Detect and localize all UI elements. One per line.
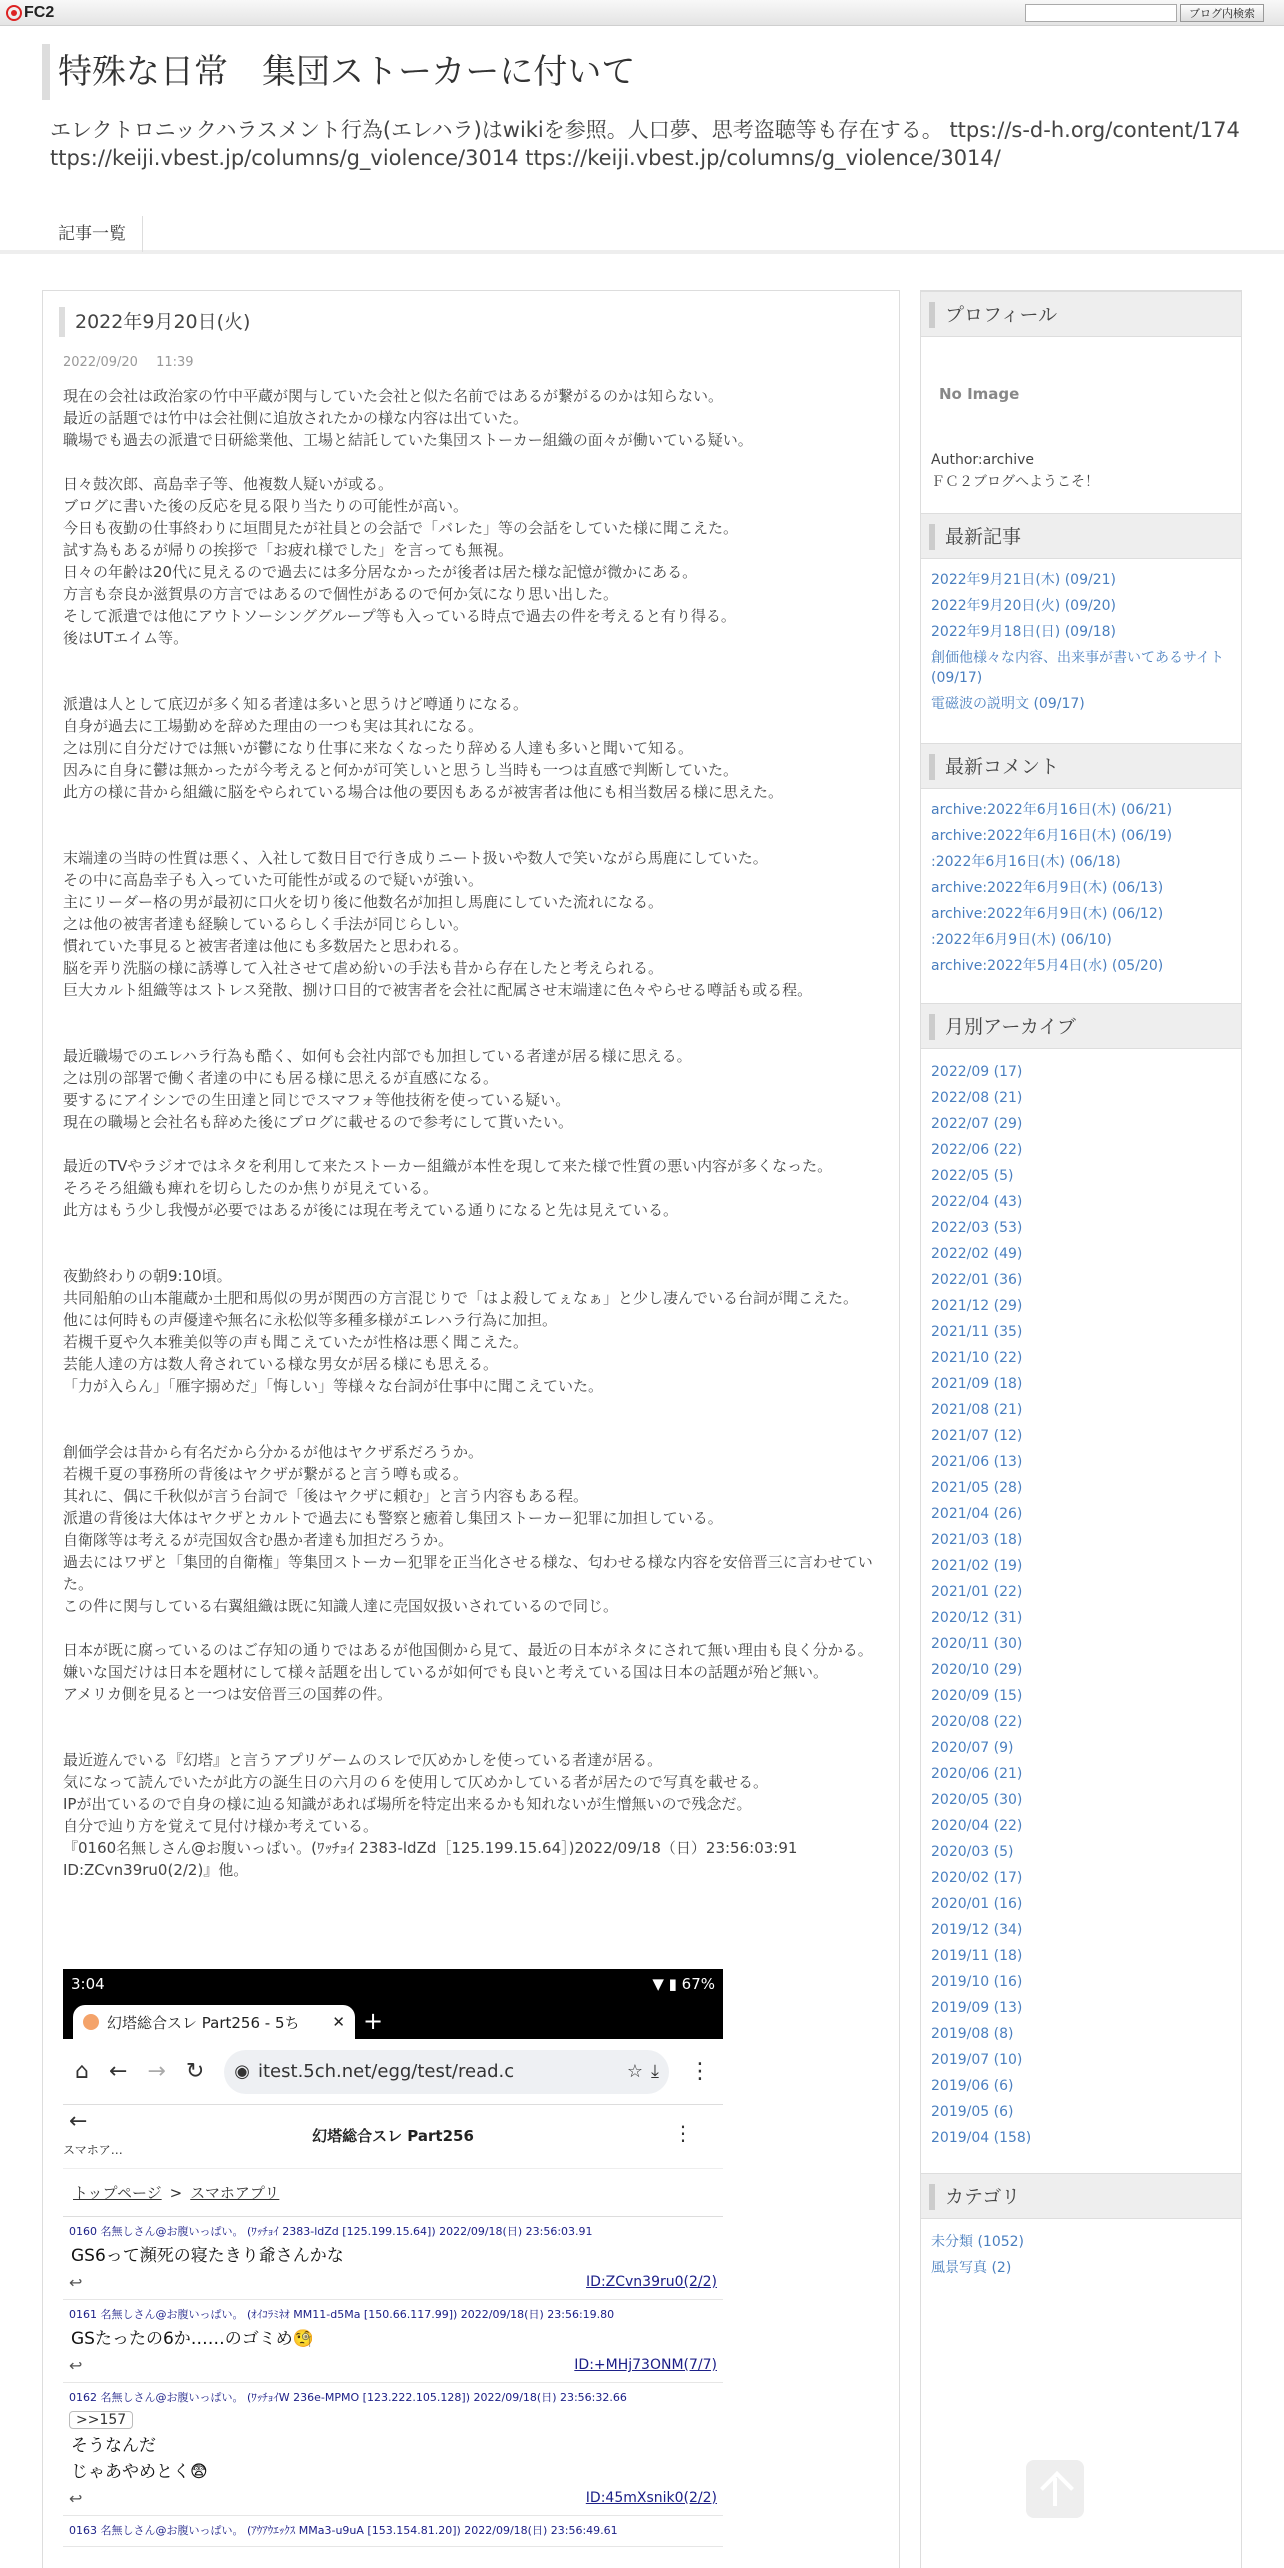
archive-month-link[interactable]: 2021/03 (18) xyxy=(931,1532,1023,1548)
recent-comments-heading: 最新コメント xyxy=(921,743,1241,789)
profile-heading: プロフィール xyxy=(921,291,1241,337)
recent-comment-link[interactable]: archive:2022年6月9日(木) (06/12) xyxy=(931,906,1164,922)
archive-month-link[interactable]: 2022/07 (29) xyxy=(931,1116,1023,1132)
post-footer xyxy=(69,2269,717,2295)
thread-post xyxy=(63,2217,723,2300)
archive-month-link[interactable]: 2019/08 (8) xyxy=(931,2026,1014,2042)
entry-paragraph: 最近職場でのエレハラ行為も酷く、如何も会社内部でも加担している者達が居る様に思える。 之は別の部署で働く者達の中にも居る様に思えるが直感になる。 要するにアイシンでの生田達と同じでスマフォ等他技術を使っている疑い。 現在の職場と会社名も辞めた後にブログに載せるので参考にして貰いたい。 xyxy=(63,1047,692,1131)
archive-month-link[interactable]: 2022/01 (36) xyxy=(931,1272,1023,1288)
thread-title: 幻塔総合スレ Part256 xyxy=(312,2127,474,2145)
archive-month-link[interactable]: 2022/02 (49) xyxy=(931,1246,1023,1262)
reply-icon: ↩ xyxy=(69,2355,83,2375)
sidebar xyxy=(920,290,1242,2568)
archive-month-link[interactable]: 2019/05 (6) xyxy=(931,2104,1014,2120)
archive-month-link[interactable]: 2019/11 (18) xyxy=(931,1948,1023,1964)
entry-paragraph: 最近のTVやラジオではネタを利用して来たストーカー組織が本性を現して来た様で性質の悪い内容が多くなった。 そろそろ組織も痺れを切らしたのか焦りが見えている。 此方はもう少し我慢が必要ではあるが後には現在考えている通りになると先は見えている。 xyxy=(63,1157,833,1219)
new-tab-icon: + xyxy=(363,2007,384,2035)
archives-list xyxy=(931,1059,1237,2151)
bookmark-star-icon: ☆ xyxy=(626,2061,644,2082)
embedded-screenshot[interactable] xyxy=(63,1969,723,2568)
archive-month-link[interactable]: 2020/11 (30) xyxy=(931,1636,1023,1652)
thread-post xyxy=(63,2383,723,2516)
browser-url-text: itest.5ch.net/egg/test/read.c xyxy=(258,2061,515,2082)
entry-date: 2022/09/20 xyxy=(63,355,138,370)
archive-month-link[interactable]: 2020/08 (22) xyxy=(931,1714,1023,1730)
reply-icon: ↩ xyxy=(69,2488,83,2508)
archive-month-link[interactable]: 2020/03 (5) xyxy=(931,1844,1014,1860)
recent-comment-link[interactable]: archive:2022年5月4日(水) (05/20) xyxy=(931,958,1164,974)
back-arrow-icon: ← xyxy=(69,2109,88,2134)
post-id: ID:45mXsnik0(2/2) xyxy=(585,2490,717,2506)
breadcrumb-app: スマホアプリ xyxy=(190,2184,280,2202)
breadcrumb-separator: > xyxy=(169,2183,183,2202)
archive-month-link[interactable]: 2019/07 (10) xyxy=(931,2052,1023,2068)
recent-comment-link[interactable]: archive:2022年6月16日(木) (06/19) xyxy=(931,828,1173,844)
archive-month-link[interactable]: 2021/08 (21) xyxy=(931,1402,1023,1418)
recent-comments-list xyxy=(931,797,1237,979)
recent-comment-link[interactable]: :2022年6月16日(木) (06/18) xyxy=(931,854,1121,870)
archive-month-link[interactable]: 2022/06 (22) xyxy=(931,1142,1023,1158)
recent-comment-link[interactable]: :2022年6月9日(木) (06/10) xyxy=(931,932,1112,948)
overflow-menu-icon: ⋮ xyxy=(689,2059,711,2084)
post-id: ID:+MHj73ONM(7/7) xyxy=(574,2357,717,2373)
archive-month-link[interactable]: 2022/09 (17) xyxy=(931,1064,1023,1080)
more-menu-icon: ⋮ xyxy=(673,2121,693,2145)
favicon-icon xyxy=(83,2014,99,2030)
archive-month-link[interactable]: 2020/07 (9) xyxy=(931,1740,1014,1756)
archive-month-link[interactable]: 2020/10 (29) xyxy=(931,1662,1023,1678)
browser-tab-title: 幻塔総合スレ Part256 - 5ち xyxy=(107,2013,300,2032)
browser-tab-strip xyxy=(63,1999,723,2039)
fc2-logo-text: FC2 xyxy=(24,4,55,21)
post-footer xyxy=(69,2485,717,2511)
thread-post xyxy=(63,2516,723,2547)
download-icon: ⤓ xyxy=(651,2061,659,2082)
fc2-logo[interactable] xyxy=(6,4,54,22)
blog-search-button[interactable]: ブログ内検索 xyxy=(1180,4,1264,22)
archive-month-link[interactable]: 2022/04 (43) xyxy=(931,1194,1023,1210)
archive-month-link[interactable]: 2019/10 (16) xyxy=(931,1974,1023,1990)
blog-header xyxy=(42,44,1242,170)
back-to-top-button[interactable] xyxy=(1026,2460,1084,2518)
back-label: スマホア… xyxy=(63,2143,123,2157)
archive-month-link[interactable]: 2021/11 (35) xyxy=(931,1324,1023,1340)
entry-body xyxy=(63,385,889,1903)
browser-tab xyxy=(73,2005,355,2039)
archive-month-link[interactable]: 2021/01 (22) xyxy=(931,1584,1023,1600)
category-link[interactable]: 風景写真 (2) xyxy=(931,2260,1012,2276)
archive-month-link[interactable]: 2021/10 (22) xyxy=(931,1350,1023,1366)
fc2-toolbar xyxy=(0,0,1284,26)
archive-month-link[interactable]: 2022/08 (21) xyxy=(931,1090,1023,1106)
thread-post xyxy=(63,2300,723,2383)
breadcrumb-top: トップページ xyxy=(73,2184,162,2202)
archive-month-link[interactable]: 2020/09 (15) xyxy=(931,1688,1023,1704)
archive-month-link[interactable]: 2021/04 (26) xyxy=(931,1506,1023,1522)
main-column xyxy=(42,290,900,2568)
archive-month-link[interactable]: 2022/03 (53) xyxy=(931,1220,1023,1236)
category-link[interactable]: 未分類 (1052) xyxy=(931,2234,1025,2250)
blog-title[interactable]: 特殊な日常 集団ストーカーに付いて xyxy=(42,44,1242,100)
recent-article-link[interactable]: 2022年9月21日(木) (09/21) xyxy=(931,572,1116,588)
recent-article-link[interactable]: 2022年9月20日(火) (09/20) xyxy=(931,598,1116,614)
browser-toolbar xyxy=(63,2039,723,2105)
categories-list xyxy=(931,2229,1237,2281)
forward-arrow-icon: → xyxy=(147,2059,166,2084)
archive-month-link[interactable]: 2022/05 (5) xyxy=(931,1168,1014,1184)
entry-paragraph: 末端達の当時の性質は悪く、入社して数日目で行き成りニート扱いや数人で笑いながら馬鹿にしていた。 その中に高島幸子も入っていた可能性が或るので疑いが強い。 主にリーダー格の男が最初に口火を切り後に他数名が加担し馬鹿にしていた流れになる。 之は他の被害者達も経験しているらしく手法が同じらしい。 慣れていた事見ると被害者達は他にも多数居たと思われる。 脳を弄り洗脳の様に誘導して入社させて虐め紛いの手法も昔から存在したと考えられる。 巨大カルト組織等はストレス発散、捌け口目的で被害者を会社に配属させ末端達に色々やらせる噂話も或る程。 xyxy=(63,849,813,999)
fc2-logo-icon xyxy=(6,5,22,21)
recent-comment-link[interactable]: archive:2022年6月16日(木) (06/21) xyxy=(931,802,1173,818)
archive-month-link[interactable]: 2021/06 (13) xyxy=(931,1454,1023,1470)
global-nav xyxy=(42,216,143,252)
post-text: GS6って瀕死の寝たきり爺さんかな xyxy=(71,2246,344,2266)
phone-status-bar xyxy=(63,1969,723,1999)
recent-article-link[interactable]: 2022年9月18日(日) (09/18) xyxy=(931,624,1116,640)
recent-articles-heading: 最新記事 xyxy=(921,513,1241,559)
entry-paragraph: 日本が既に腐っているのはご存知の通りではあるが他国側から見て、最近の日本がネタにされて無い理由も良く分かる。 嫌いな国だけは日本を題材にして様々話題を出しているが如何でも良いと考えている国は日本の話題が殆ど無い。 アメリカ側を見ると一つは安倍晋三の国葬の件。 xyxy=(63,1641,873,1703)
post-header: 0161 名無しさん@お腹いっぱい。 (ｵｲｺﾗﾐﾈｵ MM11-d5Ma [150.66.117.99]) 2022/09/18(日) 23:56:19.80 xyxy=(69,2308,615,2321)
browser-url-field xyxy=(224,2050,669,2094)
archive-month-link[interactable]: 2019/09 (13) xyxy=(931,2000,1023,2016)
post-text: そうなんだ じゃあやめとく😨 xyxy=(71,2436,208,2482)
post-header: 0162 名無しさん@お腹いっぱい。 (ﾜｯﾁｮｲW 236e-MPMO [123.222.105.128]) 2022/09/18(日) 23:56:32.66 xyxy=(69,2391,627,2404)
entry-paragraph: 日々鼓次郎、高島幸子等、他複数人疑いが或る。 ブログに書いた後の反応を見る限り当たりの可能性が高い。 今日も夜勤の仕事終わりに垣間見たが社員との会話で「バレた」等の会話をしていた様に聞こえた。 試す為もあるが帰りの挨拶で「お疲れ様でした」を言っても無視。 日々の年齢は20代に見えるので過去には多分居なかったが後者は居た様な記憶が微かにある。 方言も奈良か滋賀県の方言ではあるので個性があるので何か気になり思い出した。 そして派遣では他にアウトソーシンググループ等も入っている時点で過去の件を考えると有り得る。 後はUTエイム等。 xyxy=(63,475,739,647)
entry-title[interactable]: 2022年9月20日(火) xyxy=(59,307,885,337)
profile-avatar: No Image xyxy=(939,385,1020,403)
reply-icon: ↩ xyxy=(69,2272,83,2292)
post-footer xyxy=(69,2352,717,2378)
categories-heading: カテゴリ xyxy=(921,2173,1241,2219)
phone-battery: ▼ ▮ 67% xyxy=(652,1975,715,1993)
profile-author: Author:archive xyxy=(931,452,1034,468)
thread-breadcrumb xyxy=(63,2169,723,2217)
entry-paragraph: 夜勤終わりの朝9:10頃。 共同船舶の山本龍蔵か土肥和馬似の男が関西の方言混じりで「はよ殺してぇなぁ」と少し凄んでいる台詞が聞こえた。 他には何時もの声優達や無名に永松似等多種多様がエレハラ行為に加担。 若槻千夏や久本雅美似等の声も聞こえていたが性格は悪く聞こえた。 芸能人達の方は数人脅されている様な男女が居る様にも思える。 「力が入らん」「雁字搦めだ」「悔しい」等様々な台詞が仕事中に聞こえていた。 xyxy=(63,1267,859,1395)
profile-welcome: ＦＣ２ブログへようこそ！ xyxy=(931,474,1099,490)
blog-search-input[interactable] xyxy=(1025,4,1177,22)
archive-month-link[interactable]: 2019/12 (34) xyxy=(931,1922,1023,1938)
entry-paragraph: 最近遊んでいる『幻塔』と言うアプリゲームのスレで仄めかしを使っている者達が居る。 気になって読んでいたが此方の誕生日の六月の６を使用して仄めかしている者が居たので写真を載せる。 IPが出ているので自身の様に辿る知識があれば場所を特定出来るかも知れないが生憎無いので残念だ。 自分で辿り方を覚えて見付け様か考えている。 『0160名無しさん@お腹いっぱい。(ﾜｯﾁｮｲ 2383-ldZd［125.199.15.64］)2022/09/18（日）23:56:03:91 ID:ZCvn39ru0(2/2)』他。 xyxy=(63,1751,798,1879)
archive-month-link[interactable]: 2020/12 (31) xyxy=(931,1610,1023,1626)
recent-article-link[interactable]: 創価他様々な内容、出来事が書いてあるサイト (09/17) xyxy=(931,650,1225,686)
entry-paragraph: 現在の会社は政治家の竹中平蔵が関与していた会社と似た名前ではあるが繋がるのかは知らない。 最近の話題では竹中は会社側に追放されたかの様な内容は出ていた。 職場でも過去の派遣で日研総業他、工場と結託していた集団ストーカー組織の面々が働いている疑い。 xyxy=(63,387,753,449)
reload-icon: ↻ xyxy=(185,2059,205,2084)
archive-month-link[interactable]: 2020/06 (21) xyxy=(931,1766,1023,1782)
archive-month-link[interactable]: 2021/12 (29) xyxy=(931,1298,1023,1314)
blog-description: エレクトロニックハラスメント行為(エレハラ)はwikiを参照。人口夢、思考盗聴等も存在する。 ttps://s-d-h.org/content/174 ttps://keiji.vbest.jp/columns/g_violence/3014 ttps://keiji.vbest.jp/columns/g_violence/3014/ xyxy=(50,118,1240,170)
post-id: ID:ZCvn39ru0(2/2) xyxy=(586,2274,717,2290)
archive-month-link[interactable]: 2021/02 (19) xyxy=(931,1558,1023,1574)
archive-month-link[interactable]: 2020/01 (16) xyxy=(931,1896,1023,1912)
close-icon: ✕ xyxy=(332,2013,345,2031)
phone-clock: 3:04 xyxy=(71,1975,105,1993)
back-arrow-icon: ← xyxy=(108,2059,128,2084)
entry-paragraph: 派遣は人として底辺が多く知る者達は多いと思うけど噂通りになる。 自身が過去に工場勤めを辞めた理由の一つも実は其れになる。 之は別に自分だけでは無いが鬱になり仕事に来なくなったり辞める人達も多いと聞いて知る。 因みに自身に鬱は無かったが今考えると何かが可笑しいと思うし当時も一つは直感で判断していた。 此方の様に昔から組織に脳をやられている場合は他の要因もあるが被害者は他にも相当数居る様に思えた。 xyxy=(63,695,784,801)
archive-month-link[interactable]: 2021/05 (28) xyxy=(931,1480,1023,1496)
site-info-icon: ◉ xyxy=(234,2061,250,2082)
recent-comment-link[interactable]: archive:2022年6月9日(木) (06/13) xyxy=(931,880,1164,896)
archive-month-link[interactable]: 2021/07 (12) xyxy=(931,1428,1023,1444)
entry-meta xyxy=(63,355,194,370)
archive-month-link[interactable]: 2019/06 (6) xyxy=(931,2078,1014,2094)
post-text: GSたったの6か……のゴミめ🧐 xyxy=(71,2329,314,2349)
recent-article-link[interactable]: 電磁波の説明文 (09/17) xyxy=(931,696,1085,712)
archive-month-link[interactable]: 2020/02 (17) xyxy=(931,1870,1023,1886)
archives-heading: 月別アーカイブ xyxy=(921,1003,1241,1049)
archive-month-link[interactable]: 2019/04 (158) xyxy=(931,2130,1032,2146)
home-icon: ⌂ xyxy=(75,2059,89,2084)
entry-time: 11:39 xyxy=(156,355,194,370)
profile-text xyxy=(931,449,1099,493)
post-header: 0163 名無しさん@お腹いっぱい。 (ｱｳｱｳｴｯｸｽ MMa3-u9uA [153.154.81.20]) 2022/09/18(日) 23:56:49.61 xyxy=(69,2524,618,2537)
archive-month-link[interactable]: 2020/04 (22) xyxy=(931,1818,1023,1834)
header-divider xyxy=(0,250,1284,254)
recent-articles-list xyxy=(931,567,1237,717)
post-anchor: >>157 xyxy=(69,2411,133,2429)
post-header: 0160 名無しさん@お腹いっぱい。 (ﾜｯﾁｮｲ 2383-ldZd [125.199.15.64]) 2022/09/18(日) 23:56:03.91 xyxy=(69,2225,593,2238)
thread-header xyxy=(63,2105,723,2169)
archive-month-link[interactable]: 2021/09 (18) xyxy=(931,1376,1023,1392)
entry-paragraph: 創価学会は昔から有名だから分かるが他はヤクザ系だろうか。 若槻千夏の事務所の背後はヤクザが繋がると言う噂も或る。 其れに、偶に千秋似が言う台詞で「後はヤクザに頼む」と言う内容もある程。 派遣の背後は大体はヤクザとカルトで過去にも警察と癒着し集団ストーカー犯罪に加担している。 自衛隊等は考えるが売国奴含む愚か者達も加担だろうか。 過去にはワザと「集団的自衛権」等集団ストーカー犯罪を正当化させる様な、匂わせる様な内容を安倍晋三に言わせていた。 この件に関与している右翼組織は既に知識人達に売国奴扱いされているので同じ。 xyxy=(63,1443,873,1615)
nav-article-list-link[interactable]: 記事一覧 xyxy=(58,224,126,244)
archive-month-link[interactable]: 2020/05 (30) xyxy=(931,1792,1023,1808)
